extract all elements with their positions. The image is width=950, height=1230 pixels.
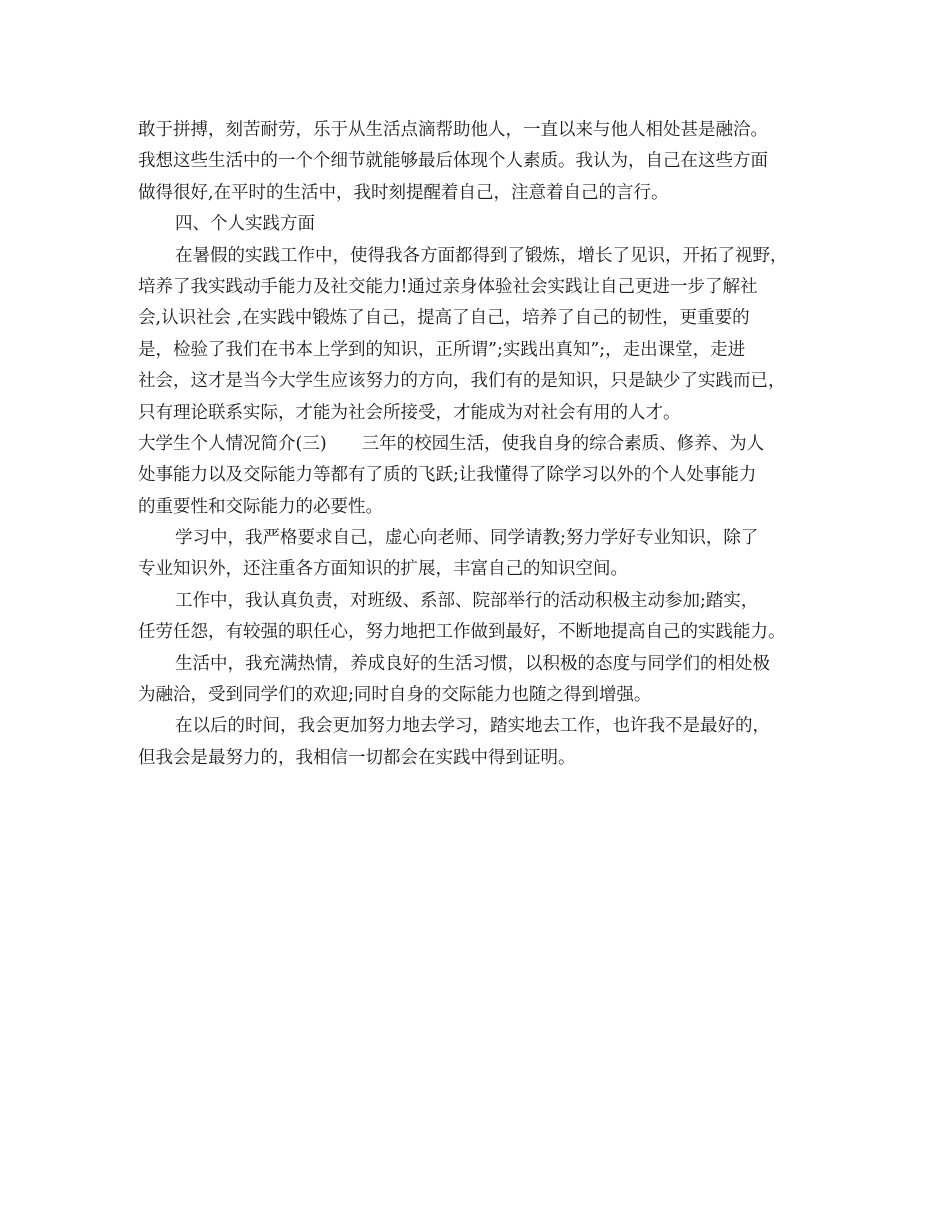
text-line: 是，检验了我们在书本上学到的知识，正所谓”;实践出真知”;，走出课堂，走进 <box>138 339 746 360</box>
section-heading: 四、个人实践方面 <box>175 214 315 235</box>
text-line: 专业知识外，还注重各方面知识的扩展，丰富自己的知识空间。 <box>138 559 628 580</box>
text-line: 我想这些生活中的一个个细节就能够最后体现个人素质。我认为，自己在这些方面 <box>138 151 768 172</box>
text-line: 在暑假的实践工作中，使得我各方面都得到了锻炼，增长了见识，开拓了视野， <box>175 245 788 266</box>
text-line: 大学生个人情况简介(三) 三年的校园生活，使我自身的综合素质、修养、为人 <box>138 433 765 454</box>
text-line: 只有理论联系实际，才能为社会所接受，才能成为对社会有用的人才。 <box>138 402 681 423</box>
text-line: 培养了我实践动手能力及社交能力!通过亲身体验社会实践让自己更进一步了解社 <box>138 276 758 297</box>
text-line: 任劳任怨，有较强的职任心，努力地把工作做到最好，不断地提高自己的实践能力。 <box>138 622 786 643</box>
text-line: 学习中，我严格要求自己，虚心向老师、同学请教;努力学好专业知识，除了 <box>175 528 759 549</box>
text-line: 在以后的时间，我会更加努力地去学习，踏实地去工作，也许我不是最好的， <box>175 716 770 737</box>
text-line: 工作中，我认真负责，对班级、系部、院部举行的活动积极主动参加;踏实， <box>175 590 759 611</box>
text-line: 社会，这才是当今大学生应该努力的方向，我们有的是知识，只是缺少了实践而已， <box>138 371 786 392</box>
text-line: 处事能力以及交际能力等都有了质的飞跃;让我懂得了除学习以外的个人处事能力 <box>138 465 757 486</box>
document-body <box>138 115 826 774</box>
text-line: 做得很好,在平时的生活中，我时刻提醒着自己，注意着自己的言行。 <box>138 182 669 203</box>
text-line: 生活中，我充满热情，养成良好的生活习惯，以积极的态度与同学们的相处极 <box>175 653 770 674</box>
text-line: 的重要性和交际能力的必要性。 <box>138 496 383 517</box>
text-line: 敢于拼搏，刻苦耐劳，乐于从生活点滴帮助他人，一直以来与他人相处甚是融洽。 <box>138 120 768 140</box>
text-line: 为融洽，受到同学们的欢迎;同时自身的交际能力也随之得到增强。 <box>138 685 652 706</box>
text-line: 但我会是最努力的，我相信一切都会在实践中得到证明。 <box>138 747 576 768</box>
text-line: 会,认识社会 ,在实践中锻炼了自己，提高了自己，培养了自己的韧性，更重要的 <box>138 308 750 329</box>
